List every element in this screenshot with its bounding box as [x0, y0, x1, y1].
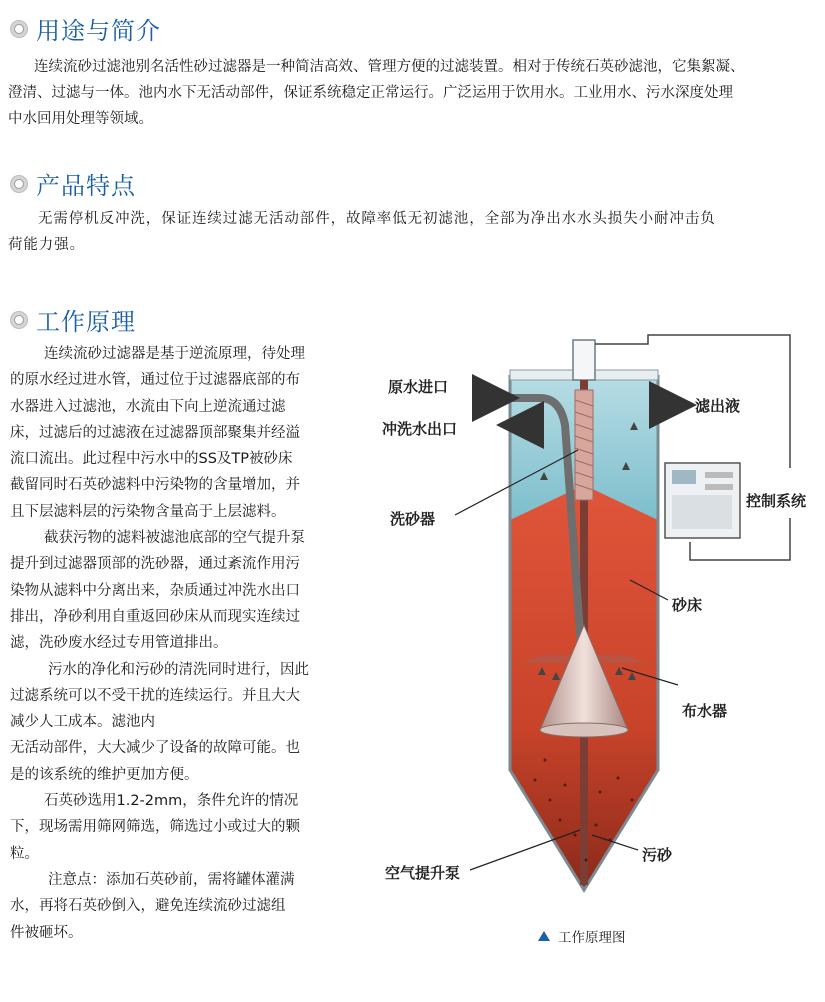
principle-line: 是的该系统的维护更加方便。 [10, 766, 199, 783]
intro-line: 澄清、过滤与一体。池内水下无活动部件，保证系统稳定正常运行。广泛运用于饮用水。工业用水、污水深度处理 [8, 85, 733, 101]
intro-line: 连续流砂过滤池别名活性砂过滤器是一种简洁高效、管理方便的过滤装置。相对于传统石英砂滤池，它集絮凝、 [34, 59, 745, 75]
principle-line: 污水的净化和污砂的清洗同时进行，因此 [48, 661, 309, 678]
principle-line: 截获污物的滤料被滤池底部的空气提升泵 [44, 530, 305, 547]
principle-line: 滤，洗砂废水经过专用管道排出。 [10, 635, 228, 652]
control-system-label: 控制系统 [746, 492, 807, 510]
principle-line: 粒。 [10, 845, 39, 862]
caption-text: 工作原理图 [558, 930, 626, 946]
principle-line: 减少人工成本。滤池内 [10, 714, 155, 731]
principle-line: 水器进入过滤池，水流由下向上逆流通过滤 [10, 398, 286, 415]
principle-line: 提升到过滤器顶部的洗砂器，通过紊流作用污 [10, 556, 300, 573]
principle-line: 过滤系统可以不受干扰的连续运行。并且大大 [10, 687, 300, 704]
intro-line: 中水回用处理等领域。 [8, 111, 153, 127]
principle-line: 注意点：添加石英砂前，需将罐体灌满 [48, 871, 295, 888]
sand-washer-label: 洗砂器 [390, 510, 436, 528]
sand-washer [575, 390, 593, 500]
intro-paragraph [8, 54, 824, 132]
dirty-sand-label: 污砂 [642, 846, 673, 864]
circle-bullet-icon [10, 175, 28, 193]
wash-outlet-label: 冲洗水出口 [382, 420, 458, 438]
raw-inlet-label: 原水进口 [388, 378, 449, 396]
principle-line: 且下层滤料层的污染物含量高于上层滤料。 [10, 503, 286, 520]
sand-bed-label: 砂床 [672, 596, 703, 614]
triangle-icon [538, 931, 550, 941]
principle-line: 无活动部件，大大减少了设备的故障可能。也 [10, 740, 300, 757]
principle-text [10, 341, 340, 946]
principle-line: 的原水经过进水管，通过位于过滤器底部的布 [10, 372, 300, 389]
top-pipe [573, 340, 595, 380]
principle-line: 流口流出。此过程中污水中的SS及TP被砂床 [10, 451, 293, 468]
diagram-caption [538, 926, 626, 946]
principle-line: 染物从滤料中分离出来，杂质通过冲洗水出口 [10, 582, 300, 599]
principle-title: 工作原理 [36, 308, 136, 336]
principle-line: 床，过滤后的过滤液在过滤器顶部聚集并经溢 [10, 424, 300, 441]
principle-line: 件被砸坏。 [10, 924, 83, 941]
distributor-label: 布水器 [682, 702, 728, 720]
intro-title: 用途与简介 [36, 17, 161, 45]
features-title: 产品特点 [36, 172, 136, 200]
features-line: 无需停机反冲洗，保证连续过滤无活动部件，故障率低无初滤池，全部为净出水水头损失小耐冲击负 [38, 211, 716, 227]
features-paragraph [8, 206, 823, 258]
principle-line: 连续流砂过滤器是基于逆流原理，待处理 [44, 346, 305, 362]
air-lift-label: 空气提升泵 [385, 864, 461, 882]
circle-bullet-icon [10, 20, 28, 38]
principle-line: 石英砂选用1.2-2mm，条件允许的情况 [44, 793, 299, 810]
principle-line: 下，现场需用筛网筛选，筛选过小或过大的颗 [10, 819, 300, 836]
working-principle-diagram [360, 330, 820, 920]
principle-heading [10, 302, 136, 337]
circle-bullet-icon [10, 311, 28, 329]
filtrate-label: 滤出液 [695, 397, 741, 415]
intro-heading [10, 11, 161, 46]
features-line: 荷能力强。 [8, 237, 85, 253]
features-heading [10, 166, 136, 201]
principle-line: 水，再将石英砂倒入，避免连续流砂过滤组 [10, 898, 286, 915]
principle-line: 截留同时石英砂滤料中污染物的含量增加，并 [10, 477, 300, 494]
principle-line: 排出，净砂利用自重返回砂床从而现实连续过 [10, 608, 300, 625]
